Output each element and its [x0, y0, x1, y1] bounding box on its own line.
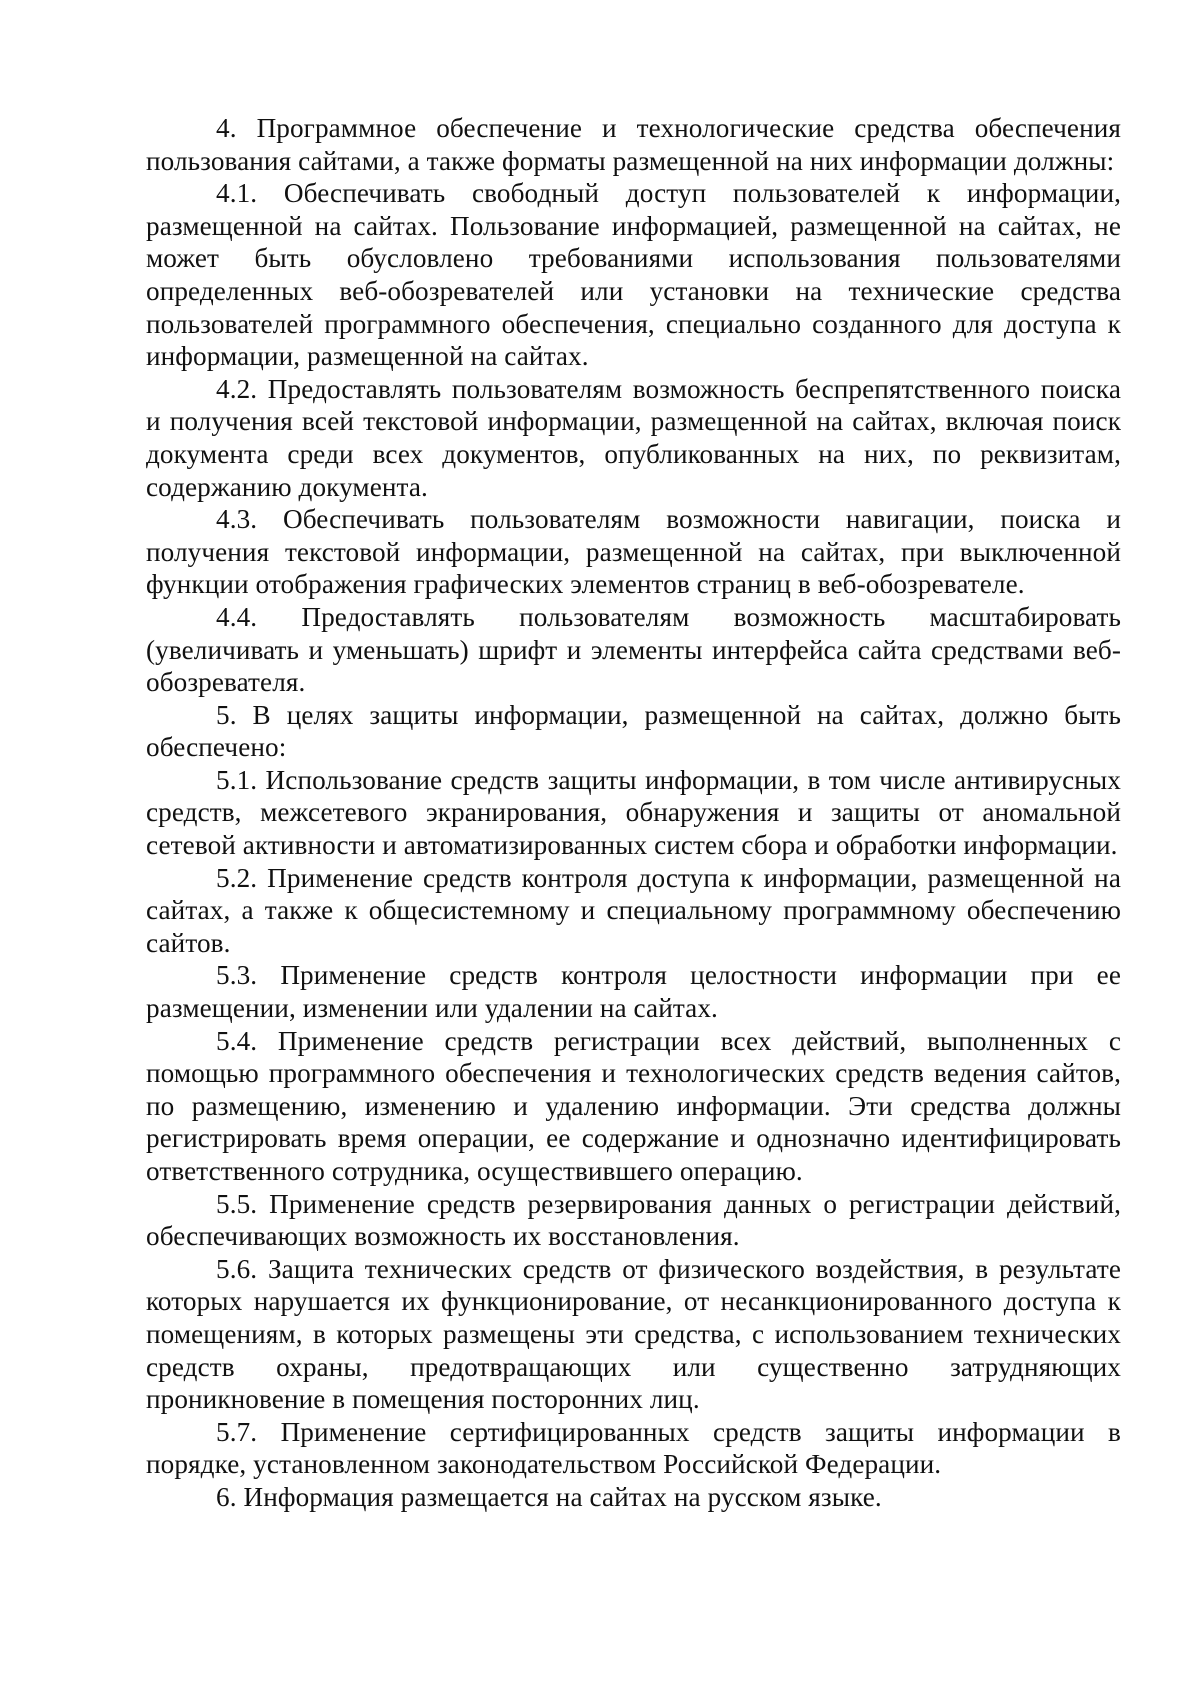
paragraph-4-1: 4.1. Обеспечивать свободный доступ пользователей к информации, размещенной на сайтах. Пользование информацией, размещенной на сайтах, не может быть обусловлено требованиями использования пользователями определенных веб-обозревателей или установки на технические средства пользователей программного обеспечения, специально созданного для доступа к информации, размещенной на сайтах. [146, 178, 1121, 372]
paragraph-5-3: 5.3. Применение средств контроля целостности информации при ее размещении, изменении или удалении на сайтах. [146, 960, 1121, 1024]
paragraph-4-2: 4.2. Предоставлять пользователям возможность беспрепятственного поиска и получения всей текстовой информации, размещенной на сайтах, включая поиск документа среди всех документов, опубликованных на них, по реквизитам, содержанию документа. [146, 373, 1121, 502]
paragraph-5: 5. В целях защиты информации, размещенной на сайтах, должно быть обеспечено: [146, 699, 1121, 763]
paragraph-5-7: 5.7. Применение сертифицированных средств защиты информации в порядке, установленном законодательством Российской Федерации. [146, 1416, 1121, 1480]
paragraph-5-1: 5.1. Использование средств защиты информации, в том числе антивирусных средств, межсетевого экранирования, обнаружения и защиты от аномальной сетевой активности и автоматизированных систем сбора и обработки информации. [146, 764, 1121, 861]
paragraph-5-2: 5.2. Применение средств контроля доступа к информации, размещенной на сайтах, а также к общесистемному и специальному программному обеспечению сайтов. [146, 862, 1121, 958]
paragraph-5-5: 5.5. Применение средств резервирования данных о регистрации действий, обеспечивающих возможность их восстановления. [146, 1188, 1121, 1252]
paragraph-5-6: 5.6. Защита технических средств от физического воздействия, в результате которых нарушается их функционирование, от несанкционированного доступа к помещениям, в которых размещены эти средства, с использованием технических средств охраны, предотвращающих или существенно затрудняющих проникновение в помещения посторонних лиц. [146, 1253, 1121, 1415]
document-body [146, 112, 1121, 1514]
paragraph-4-4: 4.4. Предоставлять пользователям возможность масштабировать (увеличивать и уменьшать) шрифт и элементы интерфейса сайта средствами веб-обозревателя. [146, 601, 1121, 698]
paragraph-4-3: 4.3. Обеспечивать пользователям возможности навигации, поиска и получения текстовой информации, размещенной на сайтах, при выключенной функции отображения графических элементов страниц в веб-обозревателе. [146, 504, 1121, 600]
paragraph-4: 4. Программное обеспечение и технологические средства обеспечения пользования сайтами, а также форматы размещенной на них информации должны: [146, 113, 1121, 176]
paragraph-5-4: 5.4. Применение средств регистрации всех действий, выполненных с помощью программного обеспечения и технологических средств ведения сайтов, по размещению, изменению и удалению информации. Эти средства должны регистрировать время операции, ее содержание и однозначно идентифицировать ответственного сотрудника, осуществившего операцию. [146, 1025, 1121, 1186]
paragraph-6: 6. Информация размещается на сайтах на русском языке. [216, 1481, 882, 1512]
